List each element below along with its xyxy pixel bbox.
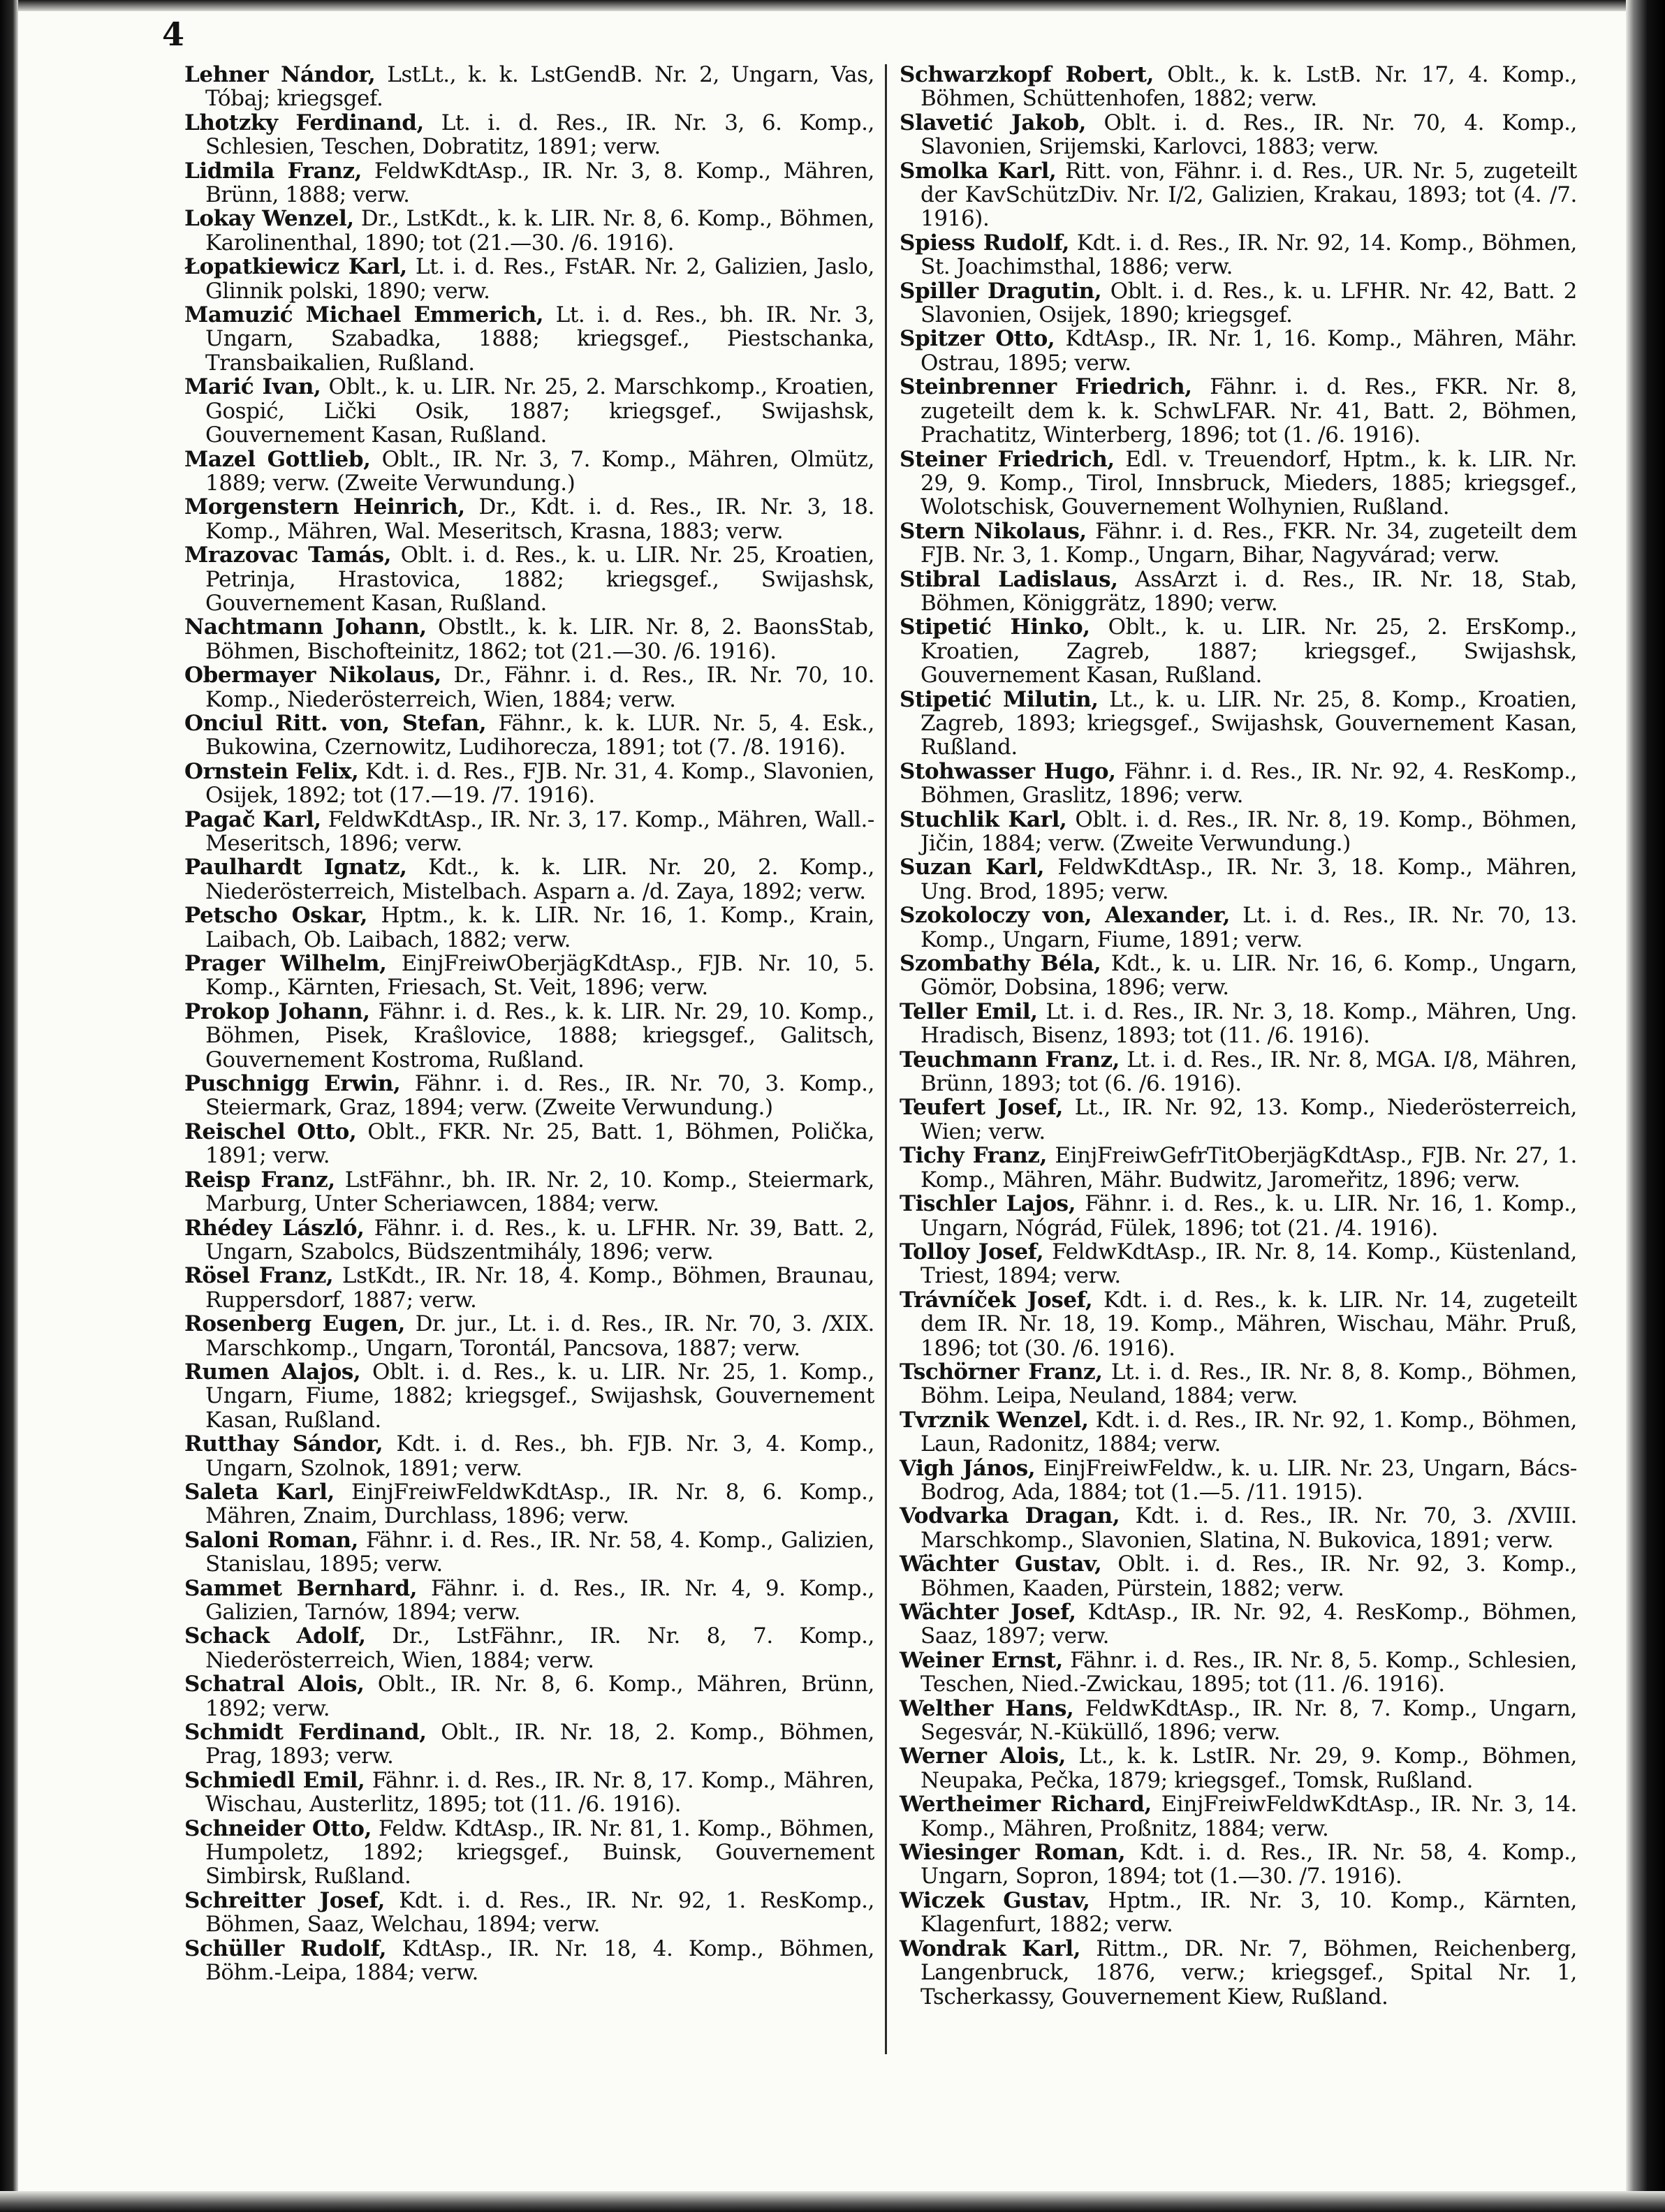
entry-name: Stuchlik Karl, bbox=[900, 806, 1067, 832]
entry-name: Marić Ivan, bbox=[184, 374, 321, 400]
entry-details: Fähnr. i. d. Res., IR. Nr. 4, 9. Komp., Galizien, Tarnów, 1894; verw. bbox=[205, 1575, 875, 1625]
entry-details: Hptm., k. k. LIR. Nr. 16, 1. Komp., Krain, Laibach, Ob. Laibach, 1882; verw. bbox=[205, 903, 874, 952]
list-item bbox=[184, 1720, 874, 1769]
entry-details: KdtAsp., IR. Nr. 18, 4. Komp., Böhmen, Böhm.-Leipa, 1884; verw. bbox=[205, 1936, 874, 1986]
entry-details: Oblt., IR. Nr. 8, 6. Komp., Mähren, Brünn, 1892; verw. bbox=[205, 1672, 874, 1721]
entry-details: Dr., LstKdt., k. k. LIR. Nr. 8, 6. Komp., Böhmen, Karolinenthal, 1890; tot (21.—30. /6. 1916). bbox=[205, 206, 874, 256]
left-column bbox=[184, 63, 874, 1985]
entry-name: Szokoloczy von, Alexander, bbox=[900, 903, 1231, 929]
list-item bbox=[900, 1192, 1577, 1240]
list-item bbox=[900, 279, 1577, 327]
entry-name: Schatral Alois, bbox=[184, 1672, 365, 1697]
entry-name: Mrazovac Tamás, bbox=[184, 543, 392, 568]
entry-details: LstFähnr., bh. IR. Nr. 2, 10. Komp., Steiermark, Marburg, Unter Scheriawcen, 1884; verw. bbox=[205, 1167, 875, 1217]
list-item bbox=[900, 1744, 1577, 1792]
entry-name: Welther Hans, bbox=[900, 1695, 1074, 1721]
entry-name: Steinbrenner Friedrich, bbox=[900, 374, 1192, 400]
entry-details: Kdt. i. d. Res., bh. FJB. Nr. 3, 4. Komp., Ungarn, Szolnok, 1891; verw. bbox=[205, 1431, 874, 1481]
entry-name: Mamuzić Michael Emmerich, bbox=[184, 302, 544, 328]
entry-details: Fähnr. i. d. Res., FKR. Nr. 34, zugeteilt dem FJB. Nr. 3, 1. Komp., Ungarn, Bihar, Nagyvárad; verw. bbox=[920, 518, 1577, 568]
entry-details: FeldwKdtAsp., IR. Nr. 8, 7. Komp., Ungarn, Segesvár, N.-Küküllő, 1896; verw. bbox=[920, 1695, 1578, 1746]
entry-details: EinjFreiwFeldwKdtAsp., IR. Nr. 8, 6. Komp., Mähren, Znaim, Durchlass, 1896; verw. bbox=[205, 1479, 874, 1529]
list-item bbox=[900, 1889, 1577, 1937]
entry-details: EinjFreiwGefrTitOberjägKdtAsp., FJB. Nr. 27, 1. Komp., Mähren, Mähr. Budwitz, Jaromeřitz, 1896; verw. bbox=[920, 1143, 1577, 1193]
list-item bbox=[184, 855, 874, 904]
entry-details: Kdt. i. d. Res., FJB. Nr. 31, 4. Komp., Slavonien, Osijek, 1892; tot (17.—19. /7. 1916). bbox=[205, 758, 875, 809]
list-item bbox=[184, 1312, 874, 1360]
list-item bbox=[184, 1168, 874, 1216]
entry-name: Stipetić Milutin, bbox=[900, 686, 1099, 712]
entry-name: Mazel Gottlieb, bbox=[184, 446, 371, 472]
entry-name: Wondrak Karl, bbox=[900, 1936, 1081, 1961]
list-item bbox=[184, 111, 874, 159]
entry-name: Vigh János, bbox=[900, 1455, 1036, 1481]
list-item bbox=[184, 904, 874, 952]
entry-details: EinjFreiwOberjägKdtAsp., FJB. Nr. 10, 5. Komp., Kärnten, Friesach, St. Veit, 1896; verw. bbox=[205, 951, 874, 1001]
entry-name: Ornstein Felix, bbox=[184, 758, 359, 784]
entry-name: Wächter Josef, bbox=[900, 1600, 1076, 1625]
entry-details: Oblt. i. d. Res., IR. Nr. 8, 19. Komp., Böhmen, Jičin, 1884; verw. (Zweite Verwundung.) bbox=[920, 806, 1577, 856]
right-column bbox=[900, 63, 1577, 2009]
list-item bbox=[900, 904, 1577, 952]
entry-details: FeldwKdtAsp., IR. Nr. 3, 8. Komp., Mähren, Brünn, 1888; verw. bbox=[205, 158, 875, 208]
list-item bbox=[184, 303, 874, 375]
entry-name: Sammet Bernhard, bbox=[184, 1575, 418, 1601]
entry-details: Oblt., FKR. Nr. 25, Batt. 1, Böhmen, Polička, 1891; verw. bbox=[205, 1119, 875, 1169]
entry-name: Tischler Lajos, bbox=[900, 1191, 1076, 1217]
scan-edge-top bbox=[0, 0, 1665, 11]
entry-details: Lt., k. u. LIR. Nr. 25, 8. Komp., Kroatien, Zagreb, 1893; kriegsgef., Swijashsk, Gouvernement Kasan, Rußland. bbox=[920, 686, 1577, 760]
list-item bbox=[900, 1288, 1577, 1360]
list-item bbox=[184, 663, 874, 711]
entry-name: Łopatkiewicz Karl, bbox=[184, 254, 407, 280]
column-divider bbox=[885, 64, 887, 2054]
list-item bbox=[184, 711, 874, 760]
entry-name: Stern Nikolaus, bbox=[900, 518, 1087, 544]
entry-name: Lehner Nándor, bbox=[184, 62, 376, 87]
list-item bbox=[900, 375, 1577, 447]
entry-name: Rumen Alajos, bbox=[184, 1359, 361, 1385]
entry-details: FeldwKdtAsp., IR. Nr. 8, 14. Komp., Küstenland, Triest, 1894; verw. bbox=[920, 1239, 1577, 1289]
list-item bbox=[184, 543, 874, 615]
entry-details: Lt. i. d. Res., IR. Nr. 8, 8. Komp., Böhmen, Böhm. Leipa, Neuland, 1884; verw. bbox=[920, 1359, 1578, 1409]
list-item bbox=[184, 495, 874, 543]
entry-name: Schack Adolf, bbox=[184, 1623, 366, 1649]
list-item bbox=[900, 808, 1577, 856]
list-item bbox=[900, 1552, 1577, 1600]
list-item bbox=[184, 1120, 874, 1168]
entry-details: Fähnr. i. d. Res., k. k. LIR. Nr. 29, 10. Komp., Böhmen, Pisek, Kraŝlovice, 1888; kriegsgef., Galitsch, Gouvernement Kostroma, Rußland. bbox=[205, 998, 874, 1072]
entry-details: Oblt., k. u. LIR. Nr. 25, 2. ErsKomp., Kroatien, Zagreb, 1887; kriegsgef., Swijashsk, Gouvernement Kasan, Rußland. bbox=[920, 614, 1578, 688]
list-item bbox=[184, 615, 874, 663]
entry-details: Oblt. i. d. Res., k. u. LIR. Nr. 25, 1. Komp., Ungarn, Fiume, 1882; kriegsgef., Swijashsk, Gouvernement Kasan, Rußland. bbox=[205, 1359, 874, 1433]
list-item bbox=[184, 1480, 874, 1528]
list-item bbox=[900, 1144, 1577, 1192]
list-item bbox=[184, 255, 874, 303]
entry-name: Trávníček Josef, bbox=[900, 1287, 1093, 1313]
entry-details: Kdt. i. d. Res., IR. Nr. 70, 3. /XVIII. Marschkomp., Slavonien, Slatina, N. Bukovica, 1891; verw. bbox=[920, 1503, 1577, 1553]
entry-details: Fähnr. i. d. Res., IR. Nr. 70, 3. Komp., Steiermark, Graz, 1894; verw. (Zweite Verwundung.) bbox=[205, 1071, 875, 1121]
entry-name: Wächter Gustav, bbox=[900, 1551, 1102, 1577]
entry-name: Wertheimer Richard, bbox=[900, 1792, 1152, 1817]
entry-name: Tolloy Josef, bbox=[900, 1239, 1044, 1264]
entry-details: Fähnr., k. k. LUR. Nr. 5, 4. Esk., Bukowina, Czernowitz, Ludihorecza, 1891; tot (7. /8. 1916). bbox=[205, 710, 875, 760]
entry-name: Prokop Johann, bbox=[184, 998, 370, 1024]
entry-details: KdtAsp., IR. Nr. 92, 4. ResKomp., Böhmen, Saaz, 1897; verw. bbox=[920, 1600, 1578, 1649]
list-item bbox=[900, 760, 1577, 808]
list-item bbox=[900, 1240, 1577, 1288]
list-item bbox=[900, 1697, 1577, 1745]
entry-details: Fähnr. i. d. Res., FKR. Nr. 8, zugeteilt dem k. k. SchwLFAR. Nr. 41, Batt. 2, Böhmen, Prachatitz, Winterberg, 1896; tot (1. /6. 1916). bbox=[920, 374, 1577, 448]
entry-name: Spitzer Otto, bbox=[900, 326, 1055, 352]
entry-details: Lt. i. d. Res., FstAR. Nr. 2, Galizien, Jaslo, Glinnik polski, 1890; verw. bbox=[205, 254, 875, 304]
entry-name: Rosenberg Eugen, bbox=[184, 1311, 405, 1337]
entry-name: Tichy Franz, bbox=[900, 1143, 1048, 1169]
entry-details: Fähnr. i. d. Res., k. u. LIR. Nr. 16, 1. Komp., Ungarn, Nógrád, Fülek, 1896; tot (21. /4. 1916). bbox=[920, 1191, 1578, 1241]
scan-edge-bottom bbox=[0, 2191, 1665, 2212]
entry-details: Edl. v. Treuendorf, Hptm., k. k. LIR. Nr. 29, 9. Komp., Tirol, Innsbruck, Mieders, 1885; kriegsgef., Wolotschisk, Gouvernement Wolhynien, Rußland. bbox=[920, 446, 1577, 520]
entry-details: Oblt., IR. Nr. 3, 7. Komp., Mähren, Olmütz, 1889; verw. (Zweite Verwundung.) bbox=[205, 446, 874, 496]
entry-name: Rhédey László, bbox=[184, 1215, 365, 1241]
list-item bbox=[900, 448, 1577, 519]
entry-name: Smolka Karl, bbox=[900, 158, 1057, 184]
entry-name: Stibral Ladislaus, bbox=[900, 566, 1118, 592]
list-item bbox=[900, 63, 1577, 111]
entry-details: Oblt., k. k. LstB. Nr. 17, 4. Komp., Böhmen, Schüttenhofen, 1882; verw. bbox=[920, 62, 1577, 112]
entry-name: Schneider Otto, bbox=[184, 1815, 372, 1841]
list-item bbox=[900, 1600, 1577, 1649]
list-item bbox=[184, 1577, 874, 1625]
entry-details: Fähnr. i. d. Res., IR. Nr. 92, 4. ResKomp., Böhmen, Graslitz, 1896; verw. bbox=[920, 758, 1577, 809]
entry-name: Weiner Ernst, bbox=[900, 1647, 1063, 1673]
entry-details: FeldwKdtAsp., IR. Nr. 3, 17. Komp., Mähren, Wall.-Meseritsch, 1896; verw. bbox=[205, 806, 874, 856]
list-item bbox=[900, 231, 1577, 279]
entry-name: Schreitter Josef, bbox=[184, 1887, 386, 1913]
list-item bbox=[184, 1672, 874, 1720]
entry-name: Paulhardt Ignatz, bbox=[184, 855, 407, 880]
entry-details: Kdt. i. d. Res., IR. Nr. 58, 4. Komp., Ungarn, Sopron, 1894; tot (1.—30. /7. 1916). bbox=[920, 1840, 1577, 1889]
list-item bbox=[900, 1792, 1577, 1841]
entry-details: Oblt. i. d. Res., k. u. LIR. Nr. 25, Kroatien, Petrinja, Hrastovica, 1882; kriegsgef., Swijashsk, Gouvernement Kasan, Rußland. bbox=[205, 543, 874, 616]
entry-details: Obstlt., k. k. LIR. Nr. 8, 2. BaonsStab, Böhmen, Bischofteinitz, 1862; tot (21.—30. /6. 1916). bbox=[205, 614, 874, 664]
entry-details: Lt. i. d. Res., IR. Nr. 8, MGA. I/8, Mähren, Brünn, 1893; tot (6. /6. 1916). bbox=[920, 1047, 1577, 1097]
list-item bbox=[900, 1048, 1577, 1096]
entry-details: Feldw. KdtAsp., IR. Nr. 81, 1. Komp., Böhmen, Humpoletz, 1892; kriegsgef., Buinsk, Gouvernement Simbirsk, Rußland. bbox=[205, 1815, 874, 1889]
entry-name: Schmiedl Emil, bbox=[184, 1767, 365, 1793]
entry-details: Rittm., DR. Nr. 7, Böhmen, Reichenberg, Langenbruck, 1876, verw.; kriegsgef., Spital Nr. 1, Tscherkassy, Gouvernement Kiew, Rußland. bbox=[920, 1936, 1577, 2010]
entry-name: Reischel Otto, bbox=[184, 1119, 357, 1144]
entry-name: Puschnigg Erwin, bbox=[184, 1071, 401, 1097]
entry-details: Lt. i. d. Res., IR. Nr. 70, 13. Komp., Ungarn, Fiume, 1891; verw. bbox=[920, 903, 1577, 952]
entry-name: Spiess Rudolf, bbox=[900, 230, 1069, 256]
entry-details: Oblt. i. d. Res., IR. Nr. 92, 3. Komp., Böhmen, Kaaden, Pürstein, 1882; verw. bbox=[920, 1551, 1578, 1601]
entry-details: Dr. jur., Lt. i. d. Res., IR. Nr. 70, 3. /XIX. Marschkomp., Ungarn, Torontál, Pancsova, 1887; verw. bbox=[205, 1311, 874, 1361]
list-item bbox=[184, 1889, 874, 1937]
entry-name: Teuchmann Franz, bbox=[900, 1047, 1120, 1072]
entry-name: Tvrznik Wenzel, bbox=[900, 1407, 1089, 1433]
list-item bbox=[184, 760, 874, 808]
entry-details: Fähnr. i. d. Res., IR. Nr. 8, 5. Komp., Schlesien, Teschen, Nied.-Zwickau, 1895; tot (11. /6. 1916). bbox=[920, 1647, 1577, 1697]
entry-name: Tschörner Franz, bbox=[900, 1359, 1103, 1385]
list-item bbox=[184, 1624, 874, 1672]
list-item bbox=[900, 688, 1577, 760]
entry-details: FeldwKdtAsp., IR. Nr. 3, 18. Komp., Mähren, Ung. Brod, 1895; verw. bbox=[920, 855, 1577, 904]
entry-details: Oblt., k. u. LIR. Nr. 25, 2. Marschkomp., Kroatien, Gospić, Lički Osik, 1887; kriegsgef., Swijashsk, Gouvernement Kasan, Rußland. bbox=[205, 374, 874, 448]
list-item bbox=[900, 1457, 1577, 1505]
entry-details: AssArzt i. d. Res., IR. Nr. 18, Stab, Böhmen, Königgrätz, 1890; verw. bbox=[920, 566, 1577, 616]
entry-name: Stohwasser Hugo, bbox=[900, 758, 1116, 784]
entry-name: Vodvarka Dragan, bbox=[900, 1503, 1120, 1529]
list-item bbox=[184, 1528, 874, 1577]
entry-name: Schwarzkopf Robert, bbox=[900, 62, 1154, 87]
list-item bbox=[184, 159, 874, 207]
list-item bbox=[900, 159, 1577, 231]
list-item bbox=[900, 1841, 1577, 1889]
list-item bbox=[184, 207, 874, 255]
entry-details: Lt., k. k. LstIR. Nr. 29, 9. Komp., Böhmen, Neupaka, Pečka, 1879; kriegsgef., Tomsk, Rußland. bbox=[920, 1743, 1577, 1793]
scan-edge-right bbox=[1626, 0, 1665, 2212]
entry-name: Schmidt Ferdinand, bbox=[184, 1720, 427, 1746]
entry-name: Stipetić Hinko, bbox=[900, 614, 1090, 640]
entry-name: Wiczek Gustav, bbox=[900, 1887, 1090, 1913]
list-item bbox=[900, 855, 1577, 904]
scan-edge-left bbox=[0, 0, 18, 2212]
entry-name: Rösel Franz, bbox=[184, 1263, 334, 1289]
list-item bbox=[184, 1216, 874, 1264]
entry-name: Slavetić Jakob, bbox=[900, 110, 1087, 135]
entry-name: Rutthay Sándor, bbox=[184, 1431, 383, 1457]
list-item bbox=[184, 1360, 874, 1432]
list-item bbox=[184, 375, 874, 447]
entry-details: LstLt., k. k. LstGendB. Nr. 2, Ungarn, Vas, Tóbaj; kriegsgef. bbox=[205, 62, 875, 112]
entry-name: Prager Wilhelm, bbox=[184, 951, 387, 977]
entry-name: Lhotzky Ferdinand, bbox=[184, 110, 424, 135]
entry-details: Lt., IR. Nr. 92, 13. Komp., Niederösterreich, Wien; verw. bbox=[920, 1095, 1577, 1144]
list-item bbox=[900, 327, 1577, 375]
entry-details: Kdt., k. u. LIR. Nr. 16, 6. Komp., Ungarn, Gömör, Dobsina, 1896; verw. bbox=[920, 951, 1577, 1001]
entry-details: Kdt. i. d. Res., k. k. LIR. Nr. 14, zugeteilt dem IR. Nr. 18, 19. Komp., Mähren, Wischau, Mähr. Pruß, 1896; tot (30. /6. 1916). bbox=[920, 1287, 1577, 1361]
list-item bbox=[900, 519, 1577, 568]
entry-details: Kdt. i. d. Res., IR. Nr. 92, 14. Komp., Böhmen, St. Joachimsthal, 1886; verw. bbox=[920, 230, 1577, 280]
entry-name: Teufert Josef, bbox=[900, 1095, 1063, 1121]
entry-details: Lt. i. d. Res., IR. Nr. 3, 18. Komp., Mähren, Ung. Hradisch, Bisenz, 1893; tot (11. /6. 1916). bbox=[920, 998, 1577, 1049]
entry-name: Wiesinger Roman, bbox=[900, 1840, 1126, 1866]
list-item bbox=[900, 1360, 1577, 1408]
list-item bbox=[184, 952, 874, 1000]
entry-name: Pagač Karl, bbox=[184, 806, 321, 832]
entry-name: Obermayer Nikolaus, bbox=[184, 663, 441, 688]
page-number: 4 bbox=[162, 15, 185, 53]
entry-name: Saloni Roman, bbox=[184, 1527, 358, 1553]
entry-details: Fähnr. i. d. Res., k. u. LFHR. Nr. 39, Batt. 2, Ungarn, Szabolcs, Büdszentmihály, 1896; verw. bbox=[205, 1215, 874, 1264]
entry-details: KdtAsp., IR. Nr. 1, 16. Komp., Mähren, Mähr. Ostrau, 1895; verw. bbox=[920, 326, 1577, 376]
entry-details: Dr., LstFähnr., IR. Nr. 8, 7. Komp., Niederösterreich, Wien, 1884; verw. bbox=[205, 1623, 874, 1673]
entry-details: Kdt., k. k. LIR. Nr. 20, 2. Komp., Niederösterreich, Mistelbach. Asparn a. /d. Zaya, 1892; verw. bbox=[205, 855, 875, 904]
list-item bbox=[184, 1769, 874, 1817]
entry-details: Oblt. i. d. Res., IR. Nr. 70, 4. Komp., Slavonien, Srijemski, Karlovci, 1883; verw. bbox=[920, 110, 1577, 160]
entry-details: Kdt. i. d. Res., IR. Nr. 92, 1. ResKomp., Böhmen, Saaz, Welchau, 1894; verw. bbox=[205, 1887, 874, 1938]
entry-details: Lt. i. d. Res., IR. Nr. 3, 6. Komp., Schlesien, Teschen, Dobratitz, 1891; verw. bbox=[205, 110, 874, 160]
entry-details: Oblt. i. d. Res., k. u. LFHR. Nr. 42, Batt. 2 Slavonien, Osijek, 1890; kriegsgef. bbox=[920, 278, 1577, 328]
list-item bbox=[184, 1432, 874, 1480]
entry-details: LstKdt., IR. Nr. 18, 4. Komp., Böhmen, Braunau, Ruppersdorf, 1887; verw. bbox=[205, 1263, 874, 1313]
entry-name: Lokay Wenzel, bbox=[184, 206, 354, 232]
list-item bbox=[900, 111, 1577, 159]
list-item bbox=[900, 615, 1577, 687]
list-item bbox=[900, 1408, 1577, 1457]
list-item bbox=[184, 448, 874, 496]
entry-details: Lt. i. d. Res., bh. IR. Nr. 3, Ungarn, Szabadka, 1888; kriegsgef., Piestschanka, Transbaikalien, Rußland. bbox=[205, 302, 874, 376]
list-item bbox=[900, 568, 1577, 616]
list-item bbox=[900, 1000, 1577, 1048]
entry-name: Morgenstern Heinrich, bbox=[184, 494, 465, 520]
list-item bbox=[900, 1649, 1577, 1697]
list-item bbox=[184, 808, 874, 856]
entry-details: Ritt. von, Fähnr. i. d. Res., UR. Nr. 5, zugeteilt der KavSchützDiv. Nr. I/2, Galizien, Krakau, 1893; tot (4. /7. 1916). bbox=[920, 158, 1577, 232]
entry-details: Dr., Kdt. i. d. Res., IR. Nr. 3, 18. Komp., Mähren, Wal. Meseritsch, Krasna, 1883; verw. bbox=[205, 494, 874, 544]
list-item bbox=[900, 1096, 1577, 1144]
list-item bbox=[900, 1504, 1577, 1552]
entry-name: Spiller Dragutin, bbox=[900, 278, 1102, 304]
entry-details: Kdt. i. d. Res., IR. Nr. 92, 1. Komp., Böhmen, Laun, Radonitz, 1884; verw. bbox=[920, 1407, 1577, 1457]
entry-name: Lidmila Franz, bbox=[184, 158, 362, 184]
entry-details: Fähnr. i. d. Res., IR. Nr. 58, 4. Komp., Galizien, Stanislau, 1895; verw. bbox=[205, 1527, 874, 1577]
entry-details: Fähnr. i. d. Res., IR. Nr. 8, 17. Komp., Mähren, Wischau, Austerlitz, 1895; tot (11. /6. 1916). bbox=[205, 1767, 874, 1817]
entry-name: Saleta Karl, bbox=[184, 1479, 335, 1505]
entry-details: EinjFreiwFeldw., k. u. LIR. Nr. 23, Ungarn, Bács-Bodrog, Ada, 1884; tot (1.—5. /11. 1915). bbox=[920, 1455, 1577, 1505]
list-item bbox=[184, 1817, 874, 1889]
list-item bbox=[184, 1264, 874, 1312]
entry-name: Suzan Karl, bbox=[900, 855, 1045, 880]
list-item bbox=[184, 63, 874, 111]
entry-details: EinjFreiwFeldwKdtAsp., IR. Nr. 3, 14. Komp., Mähren, Proßnitz, 1884; verw. bbox=[920, 1792, 1577, 1841]
entry-name: Werner Alois, bbox=[900, 1743, 1066, 1769]
entry-name: Szombathy Béla, bbox=[900, 951, 1101, 977]
entry-name: Nachtmann Johann, bbox=[184, 614, 427, 640]
entry-name: Schüller Rudolf, bbox=[184, 1936, 387, 1961]
entry-name: Teller Emil, bbox=[900, 998, 1038, 1024]
list-item bbox=[184, 1937, 874, 1985]
entry-name: Steiner Friedrich, bbox=[900, 446, 1115, 472]
entry-name: Reisp Franz, bbox=[184, 1167, 335, 1193]
list-item bbox=[184, 1072, 874, 1120]
entry-details: Dr., Fähnr. i. d. Res., IR. Nr. 70, 10. Komp., Niederösterreich, Wien, 1884; verw. bbox=[205, 663, 874, 712]
entry-name: Onciul Ritt. von, Stefan, bbox=[184, 710, 487, 736]
entry-details: Hptm., IR. Nr. 3, 10. Komp., Kärnten, Klagenfurt, 1882; verw. bbox=[920, 1887, 1577, 1938]
entry-name: Petscho Oskar, bbox=[184, 903, 368, 929]
list-item bbox=[900, 1937, 1577, 2009]
list-item bbox=[184, 1000, 874, 1072]
entry-details: Oblt., IR. Nr. 18, 2. Komp., Böhmen, Prag, 1893; verw. bbox=[205, 1720, 875, 1769]
list-item bbox=[900, 952, 1577, 1000]
